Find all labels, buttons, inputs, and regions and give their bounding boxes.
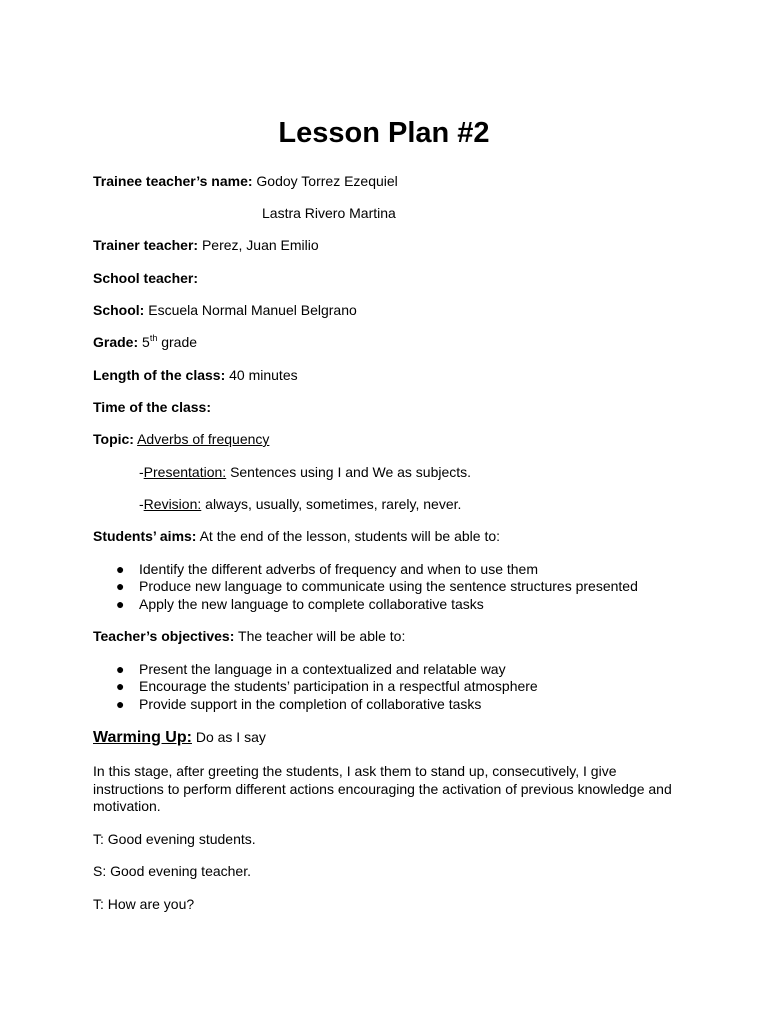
warming-up-row [93,728,266,747]
school-value: Escuela Normal Manuel Belgrano [148,302,357,318]
warming-up-heading: Warming Up: [93,729,192,746]
school-row [93,301,357,319]
school-label: School: [93,302,145,318]
teacher-objectives-label: Teacher’s objectives: [93,628,235,644]
presentation-prefix: - [139,464,144,480]
trainer-row [93,236,319,254]
length-row [93,366,298,384]
bullet-icon: ● [116,561,125,577]
revision-row [139,495,461,513]
trainee-row [93,172,398,190]
students-aims-intro: At the end of the lesson, students will be able to: [199,528,501,544]
dialogue-line: S: Good evening teacher. [93,863,251,879]
revision-label: Revision: [143,496,202,512]
grade-row [93,333,197,351]
length-value: 40 minutes [229,367,298,383]
warming-up-paragraph: In this stage, after greeting the students, I ask them to stand up, consecutively, I give instructions to perform different actions encouraging the activation of previous knowledge and motivation. [93,763,672,814]
list-item: Identify the different adverbs of frequency and when to use them [139,561,538,577]
bullet-icon: ● [116,678,125,694]
school-teacher-label: School teacher: [93,270,199,286]
teacher-objectives-row [93,627,405,645]
list-item: Provide support in the completion of collaborative tasks [139,696,482,712]
bullet-icon: ● [116,578,125,594]
revision-value: always, usually, sometimes, rarely, never. [205,496,462,512]
trainee-label: Trainee teacher’s name: [93,173,253,189]
topic-row [93,430,269,448]
list-item: Apply the new language to complete collaborative tasks [139,596,484,612]
grade-suffix: th [149,333,158,343]
trainer-label: Trainer teacher: [93,237,199,253]
dialogue-line: T: How are you? [93,896,195,912]
grade-label: Grade: [93,334,139,350]
students-aims-label: Students’ aims: [93,528,197,544]
revision-prefix: - [139,496,144,512]
length-label: Length of the class: [93,367,226,383]
page-title: Lesson Plan #2 [278,117,490,149]
grade-word: grade [161,334,198,350]
time-label: Time of the class: [93,399,212,415]
grade-number: 5 [142,334,150,350]
list-item: Produce new language to communicate using the sentence structures presented [139,578,638,594]
time-row [93,398,211,416]
presentation-row [139,463,471,481]
bullet-icon: ● [116,596,125,612]
dialogue-line: T: Good evening students. [93,831,256,847]
teacher-objectives-intro: The teacher will be able to: [238,628,406,644]
presentation-value: Sentences using I and We as subjects. [230,464,472,480]
list-item: Encourage the students’ participation in a respectful atmosphere [139,678,538,694]
presentation-label: Presentation: [143,464,227,480]
topic-label: Topic: [93,431,134,447]
school-teacher-row [93,269,198,287]
list-item: Present the language in a contextualized and relatable way [139,661,506,677]
trainer-value: Perez, Juan Emilio [201,237,319,253]
students-aims-row [93,527,500,545]
trainee-name-2: Lastra Rivero Martina [262,205,396,221]
bullet-icon: ● [116,661,125,677]
topic-value: Adverbs of frequency [137,431,270,447]
trainee-name-1: Godoy Torrez Ezequiel [256,173,398,189]
warming-up-value: Do as I say [195,729,266,745]
bullet-icon: ● [116,696,125,712]
